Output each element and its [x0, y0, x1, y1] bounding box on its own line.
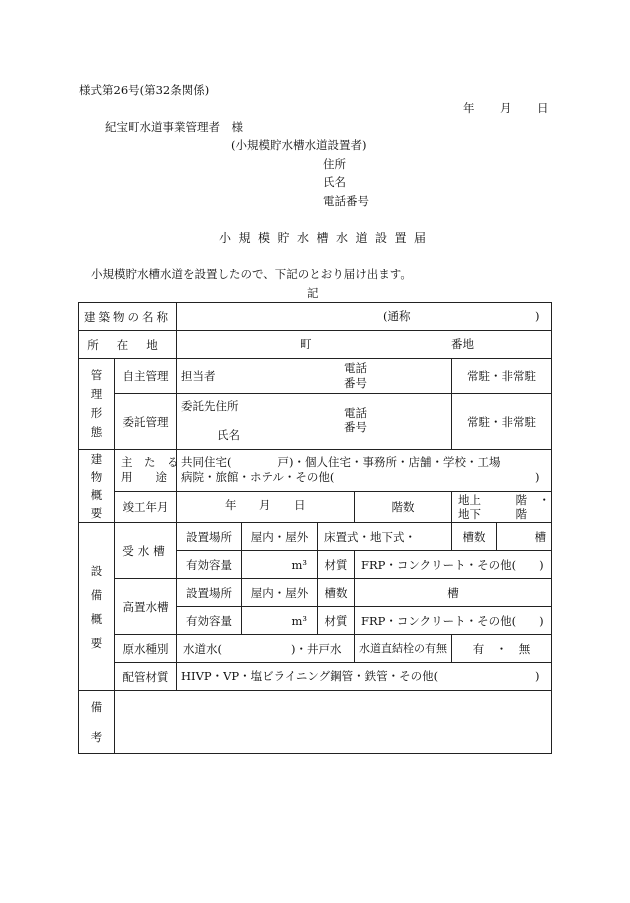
building-name-close: ) — [535, 309, 540, 323]
location-row — [79, 331, 552, 359]
raw-water-row — [79, 635, 552, 663]
self-phone-label-1: 電話 — [344, 361, 367, 375]
delegated-address-label: 委託先住所 — [181, 399, 239, 413]
address-label: 住所 — [323, 157, 346, 171]
receiving-capacity-label: 有効容量 — [177, 551, 242, 579]
elevated-install-label: 設置場所 — [177, 579, 242, 607]
receiving-floor-type[interactable]: 床置式・地下式・ — [318, 523, 452, 551]
completion-date-field[interactable] — [177, 492, 355, 523]
self-person-label: 担当者 — [181, 369, 216, 383]
addressee: 紀宝町水道事業管理者 様 — [105, 120, 243, 134]
receiving-install-row — [79, 523, 552, 551]
intro-text: 小規模貯水槽水道を設置したので、下記のとおり届け出ます。 — [91, 267, 412, 281]
direct-connection-label: 水道直結栓の有無 — [355, 635, 452, 663]
completion-label: 竣工年月 — [115, 492, 177, 523]
elevated-material-label: 材質 — [318, 607, 355, 635]
pipe-material-options: HIVP・VP・塩ビライニング鋼管・鉄管・その他( — [181, 669, 439, 683]
elevated-tank-count-label: 槽数 — [318, 579, 355, 607]
building-overview-label: 建物概要 — [79, 450, 115, 523]
elevated-capacity-label: 有効容量 — [177, 607, 242, 635]
ki-label: 記 — [307, 286, 319, 300]
elevated-tank-label: 高置水槽 — [115, 579, 177, 635]
management-label: 管理形態 — [79, 359, 115, 450]
location-field[interactable] — [177, 331, 552, 359]
delegated-phone-label-1: 電話 — [344, 406, 367, 420]
date-day-label: 日 — [537, 101, 549, 115]
receiving-material-options[interactable]: FRP・コンクリート・その他( ) — [355, 551, 552, 579]
completion-month: 月 — [259, 498, 271, 513]
elevated-material-options[interactable]: FRP・コンクリート・その他( ) — [355, 607, 552, 635]
applicant-title: (小規模貯水槽水道設置者) — [231, 138, 367, 152]
delegated-management-row — [79, 394, 552, 450]
receiving-tank-unit[interactable]: 槽 — [497, 523, 552, 551]
usage-label — [115, 450, 177, 492]
self-management-field[interactable] — [177, 359, 452, 394]
name-label: 氏名 — [323, 175, 346, 189]
receiving-tank-label: 受水槽 — [115, 523, 177, 579]
notification-form-table — [78, 302, 562, 754]
usage-label-line2: 用 途 — [121, 470, 167, 484]
self-resident-option[interactable]: 常駐・非常駐 — [452, 359, 552, 394]
receiving-indoor-outdoor[interactable]: 屋内・屋外 — [242, 523, 318, 551]
elevated-install-row — [79, 579, 552, 607]
elevated-tank-unit[interactable]: 槽 — [355, 579, 552, 607]
pipe-material-row — [79, 663, 552, 691]
remarks-row — [79, 691, 552, 754]
completion-day: 日 — [294, 498, 306, 513]
building-name-common: (通称 — [383, 309, 411, 323]
building-name-field[interactable] — [177, 303, 552, 331]
elevated-indoor-outdoor[interactable]: 屋内・屋外 — [242, 579, 318, 607]
receiving-material-label: 材質 — [318, 551, 355, 579]
remarks-field[interactable] — [115, 691, 552, 754]
pipe-material-field[interactable] — [177, 663, 552, 691]
location-label: 所在地 — [79, 331, 177, 359]
delegated-management-label: 委託管理 — [115, 394, 177, 450]
date-month-label: 月 — [500, 101, 512, 115]
self-management-label: 自主管理 — [115, 359, 177, 394]
raw-water-options[interactable]: 水道水( )・井戸水 — [177, 635, 355, 663]
document-title: 小規模貯水槽水道設置届 — [219, 231, 434, 245]
usage-field[interactable] — [177, 450, 552, 492]
receiving-tank-count-label: 槽数 — [452, 523, 497, 551]
self-management-row — [79, 359, 552, 394]
delegated-management-field[interactable] — [177, 394, 452, 450]
direct-connection-options[interactable]: 有 ・ 無 — [452, 635, 552, 663]
usage-close: ) — [535, 470, 540, 484]
completion-row — [79, 492, 552, 523]
phone-label: 電話番号 — [323, 194, 369, 208]
usage-options-line1: 共同住宅( 戸)・個人住宅・事務所・店舗・学校・工場 — [181, 455, 501, 469]
delegated-name-label: 氏名 — [217, 428, 240, 442]
building-name-label: 建築物の名称 — [79, 303, 177, 331]
usage-row — [79, 450, 552, 492]
elevated-capacity-unit[interactable]: m³ — [242, 607, 318, 635]
delegated-phone-label-2: 番号 — [344, 420, 367, 434]
equipment-label: 設備概要 — [79, 523, 115, 691]
floors-label: 階数 — [355, 492, 452, 523]
self-phone-label-2: 番号 — [344, 376, 367, 390]
delegated-resident-option[interactable]: 常駐・非常駐 — [452, 394, 552, 450]
usage-options-line2: 病院・旅館・ホテル・その他( — [181, 470, 335, 484]
pipe-material-label: 配管材質 — [115, 663, 177, 691]
location-town: 町 — [300, 337, 312, 351]
building-name-row — [79, 303, 552, 331]
date-year-label: 年 — [463, 101, 475, 115]
location-banchi: 番地 — [451, 337, 474, 351]
receiving-capacity-unit[interactable]: m³ — [242, 551, 318, 579]
receiving-install-label: 設置場所 — [177, 523, 242, 551]
pipe-material-close: ) — [535, 669, 540, 683]
completion-year: 年 — [225, 498, 237, 513]
floors-field[interactable]: 地上 階 ・ 地下 階 — [452, 492, 552, 523]
usage-label-line1: 主 た る — [121, 455, 179, 469]
raw-water-label: 原水種別 — [115, 635, 177, 663]
remarks-label: 備考 — [79, 691, 115, 754]
form-number: 様式第26号(第32条関係) — [79, 83, 210, 97]
